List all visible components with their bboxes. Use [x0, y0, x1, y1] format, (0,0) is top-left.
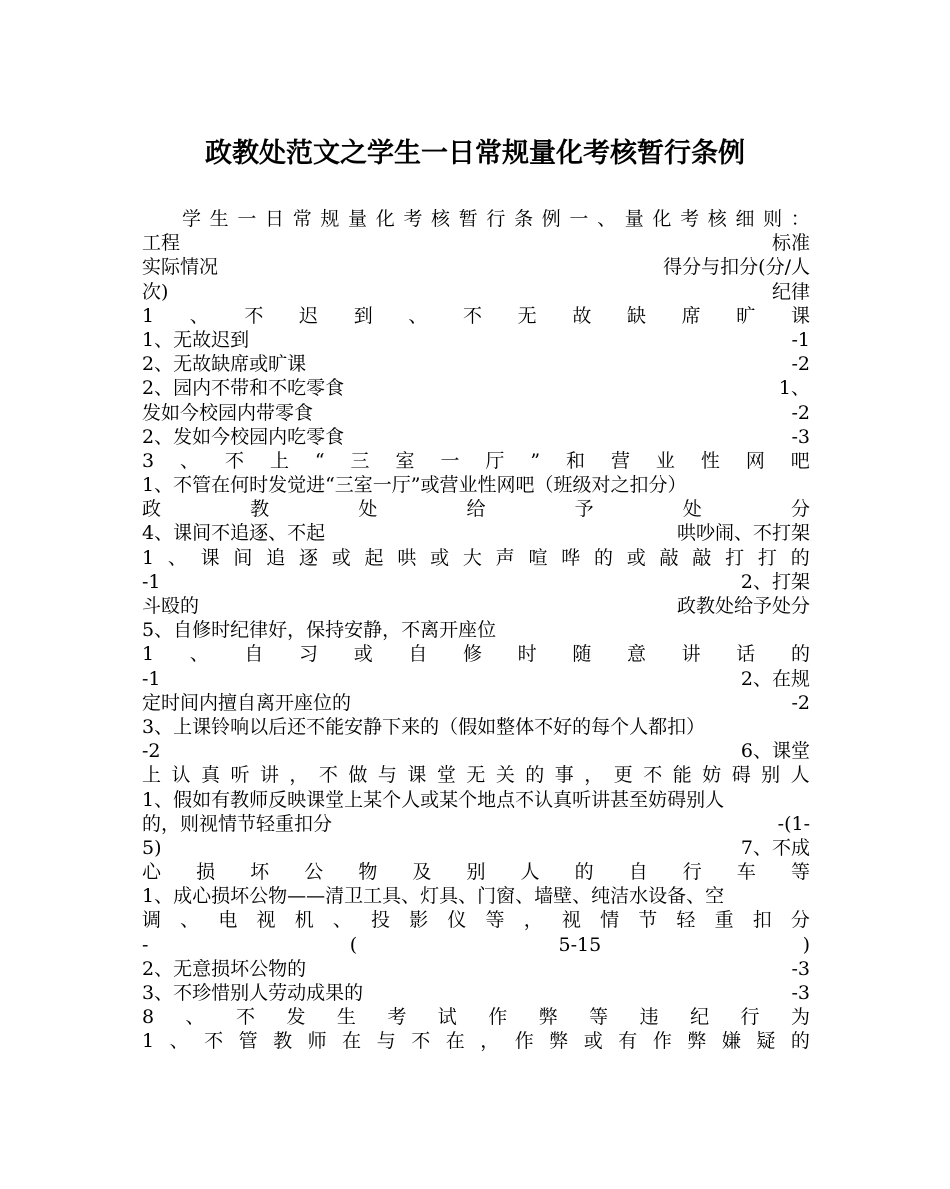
glyph: 习	[299, 643, 319, 666]
glyph: 车	[736, 861, 756, 884]
line-text: 1、假如有教师反映课堂上某个人或某个地点不认真听讲甚至妨碍别人	[142, 788, 725, 811]
glyph: 的	[594, 546, 614, 569]
glyph: 一	[237, 208, 257, 230]
line-text-right: 哄吵闹、不打架	[676, 522, 810, 545]
text-line	[142, 255, 810, 279]
glyph: 或	[331, 546, 351, 569]
glyph: 有	[618, 1030, 638, 1053]
line-text-part: (	[349, 933, 358, 956]
glyph: 哗	[561, 546, 581, 569]
glyph: 弊	[538, 1006, 558, 1029]
glyph: 分	[790, 909, 810, 932]
glyph: 碍	[731, 764, 751, 787]
text-line	[142, 376, 810, 400]
glyph: 或	[430, 546, 450, 569]
glyph: 做	[348, 764, 368, 787]
text-line	[142, 618, 810, 642]
text-line	[142, 715, 810, 739]
line-text-right: 2、打架	[740, 570, 810, 593]
glyph: 妨	[702, 764, 722, 787]
text-line	[142, 812, 810, 836]
line-text-left: 实际情况	[142, 256, 219, 279]
glyph: 更	[613, 764, 633, 787]
glyph: 学	[182, 208, 202, 230]
text-line	[142, 957, 810, 981]
glyph: 室	[395, 449, 415, 472]
glyph: 化	[375, 208, 395, 230]
glyph: 轻	[676, 909, 696, 932]
glyph: 无	[466, 764, 486, 787]
glyph: 自	[244, 643, 264, 666]
glyph: 疑	[756, 1030, 776, 1053]
glyph: 随	[572, 643, 592, 666]
glyph: 1	[142, 643, 155, 666]
glyph: 或	[353, 643, 373, 666]
glyph: 予	[574, 498, 594, 521]
glyph: 的	[790, 1030, 810, 1053]
glyph: 无	[517, 304, 537, 327]
glyph: 心	[142, 861, 162, 884]
text-line	[142, 860, 810, 884]
glyph: 量	[624, 208, 644, 230]
glyph: 敲	[659, 546, 679, 569]
glyph: 为	[790, 1006, 810, 1029]
glyph: 不	[224, 449, 244, 472]
glyph: 听	[230, 764, 250, 787]
glyph: 不	[411, 1030, 431, 1053]
glyph: 话	[736, 643, 756, 666]
line-text	[142, 860, 810, 884]
line-text-right: -3	[791, 425, 810, 448]
glyph: ，	[289, 764, 309, 787]
line-text-left: -1	[142, 570, 161, 593]
line-text-left: 定时间内擅自离开座位的	[142, 691, 352, 714]
glyph: 例	[541, 208, 561, 230]
glyph: 时	[517, 643, 537, 666]
text-line	[142, 884, 810, 908]
glyph: 不	[463, 304, 483, 327]
glyph: 课	[200, 546, 220, 569]
line-text-left: 的，则视情节轻重扣分	[142, 812, 333, 835]
glyph: 作	[514, 1030, 534, 1053]
glyph: 、	[185, 1006, 205, 1029]
glyph: 电	[218, 909, 238, 932]
glyph: 在	[342, 1030, 362, 1053]
line-text-right: -1	[791, 328, 810, 351]
glyph: 处	[682, 498, 702, 521]
glyph: 则	[763, 208, 783, 230]
glyph: 敲	[692, 546, 712, 569]
glyph: ，	[480, 1030, 500, 1053]
glyph: 常	[292, 208, 312, 230]
text-line	[142, 933, 810, 957]
glyph: 关	[495, 764, 515, 787]
glyph: 的	[790, 546, 810, 569]
glyph: 教	[273, 1030, 293, 1053]
glyph: 堂	[436, 764, 456, 787]
line-text: 1、成心损坏公物——清卫工具、灯具、门窗、墙壁、纯洁水设备、空	[142, 885, 725, 908]
glyph: 处	[358, 498, 378, 521]
glyph: 哄	[397, 546, 417, 569]
glyph: 和	[566, 449, 586, 472]
glyph: 、	[180, 449, 200, 472]
glyph: 能	[672, 764, 692, 787]
text-line	[142, 401, 810, 425]
glyph: 别	[761, 764, 781, 787]
glyph: 、	[332, 909, 352, 932]
text-line	[142, 594, 810, 618]
glyph: 的	[525, 764, 545, 787]
glyph: ”	[530, 449, 541, 472]
glyph: 真	[200, 764, 220, 787]
glyph: “	[314, 449, 325, 472]
glyph: 纪	[690, 1006, 710, 1029]
glyph: 扣	[752, 909, 772, 932]
glyph: 迟	[299, 304, 319, 327]
glyph: 与	[376, 1030, 396, 1053]
glyph: 1	[142, 304, 155, 327]
line-text-left: 2、无故缺席或旷课	[142, 353, 307, 376]
glyph: 讲	[681, 643, 701, 666]
glyph: 厅	[485, 449, 505, 472]
glyph: 等	[485, 909, 505, 932]
glyph: 试	[437, 1006, 457, 1029]
line-text: 1、不管在何时发觉进“三室一厅”或营业性网吧（班级对之扣分）	[142, 474, 687, 497]
text-line	[142, 908, 810, 932]
glyph: 性	[700, 449, 720, 472]
line-text	[142, 546, 810, 570]
line-text-left: -2	[142, 740, 161, 763]
glyph: 违	[639, 1006, 659, 1029]
glyph: 、	[189, 304, 209, 327]
glyph: 不	[643, 764, 663, 787]
glyph: 上	[142, 764, 162, 787]
glyph: 等	[790, 861, 810, 884]
line-text-right: 政教处给予处分	[676, 595, 810, 617]
glyph: 量	[348, 208, 368, 230]
glyph: 公	[304, 861, 324, 884]
glyph: 损	[196, 861, 216, 884]
glyph: 3	[142, 449, 155, 472]
glyph: 考	[680, 208, 700, 230]
glyph: 或	[583, 1030, 603, 1053]
text-line	[142, 1005, 810, 1029]
glyph: 及	[412, 861, 432, 884]
text-line	[142, 497, 810, 521]
glyph: 管	[238, 1030, 258, 1053]
glyph: 讲	[259, 764, 279, 787]
line-text-left: 4、课间不追逐、不起	[142, 522, 326, 545]
glyph: 、	[167, 546, 187, 569]
glyph: 不	[244, 304, 264, 327]
line-text-part: )	[802, 933, 810, 956]
text-line	[142, 570, 810, 594]
glyph: 不	[318, 764, 338, 787]
glyph: 情	[600, 909, 620, 932]
line-text-right: 6、课堂	[740, 740, 810, 763]
glyph: 事	[554, 764, 574, 787]
glyph: 等	[589, 1006, 609, 1029]
glyph: 1	[142, 1030, 155, 1053]
line-text	[142, 1005, 810, 1029]
glyph: 不	[235, 1006, 255, 1029]
glyph: 、	[597, 208, 617, 230]
glyph: 追	[266, 546, 286, 569]
glyph: 逐	[298, 546, 318, 569]
glyph: 自	[628, 861, 648, 884]
glyph: 打	[757, 546, 777, 569]
glyph: 一	[440, 449, 460, 472]
glyph: 喧	[528, 546, 548, 569]
text-line	[142, 449, 810, 473]
glyph: 人	[520, 861, 540, 884]
line-text-right: 标准	[771, 232, 810, 255]
text-line	[142, 207, 810, 231]
line-text-left: 2、无意损坏公物的	[142, 957, 307, 980]
text-line	[142, 788, 810, 812]
glyph: 声	[495, 546, 515, 569]
glyph: 认	[171, 764, 191, 787]
glyph: 8	[142, 1006, 155, 1029]
line-text-right: -3	[791, 982, 810, 1004]
line-text-right: 7、不成	[740, 836, 810, 859]
glyph: 一	[569, 208, 589, 230]
glyph: 课	[790, 304, 810, 327]
glyph: 与	[377, 764, 397, 787]
line-text: 5、自修时纪律好，保持安静，不离开座位	[142, 619, 497, 642]
glyph: 吧	[790, 449, 810, 472]
line-text-part: -	[142, 933, 149, 956]
glyph: 投	[371, 909, 391, 932]
text-line	[142, 691, 810, 715]
line-text	[142, 763, 810, 787]
glyph: 间	[233, 546, 253, 569]
glyph: 条	[514, 208, 534, 230]
glyph: 的	[790, 643, 810, 666]
glyph: 政	[142, 498, 162, 521]
text-line	[142, 981, 810, 1005]
line-text-left: -1	[142, 667, 161, 690]
glyph: 重	[714, 909, 734, 932]
glyph: 自	[408, 643, 428, 666]
glyph: 打	[725, 546, 745, 569]
glyph: 课	[407, 764, 427, 787]
line-text	[182, 207, 810, 231]
text-line	[142, 546, 810, 570]
glyph: 营	[610, 449, 630, 472]
glyph: 考	[403, 208, 423, 230]
text-line	[142, 739, 810, 763]
line-text-left: 工程	[142, 232, 181, 255]
text-line	[142, 1029, 810, 1053]
glyph: 行	[682, 861, 702, 884]
glyph: 给	[466, 498, 486, 521]
glyph: 师	[307, 1030, 327, 1053]
glyph: 别	[466, 861, 486, 884]
glyph: 席	[681, 304, 701, 327]
text-line	[142, 328, 810, 352]
glyph: 、	[189, 643, 209, 666]
line-text-left: 2、发如今校园内吃零食	[142, 425, 345, 448]
line-text-left: 2、园内不带和不吃零食	[142, 377, 345, 400]
glyph: 核	[707, 208, 727, 230]
text-line	[142, 231, 810, 255]
glyph: 弊	[549, 1030, 569, 1053]
paragraph-indent	[142, 207, 182, 231]
glyph: 上	[269, 449, 289, 472]
line-text-right: 得分与扣分(分/人	[663, 256, 810, 279]
text-line	[142, 836, 810, 860]
line-text-right: -3	[791, 957, 810, 980]
glyph: 物	[358, 861, 378, 884]
glyph: 到	[353, 304, 373, 327]
glyph: 机	[294, 909, 314, 932]
text-line	[142, 425, 810, 449]
line-text-left: 发如今校园内带零食	[142, 401, 314, 424]
line-text	[142, 642, 810, 666]
glyph: 旷	[736, 304, 756, 327]
glyph: 网	[745, 449, 765, 472]
glyph: 修	[463, 643, 483, 666]
document-body	[142, 207, 810, 1054]
glyph: 行	[486, 208, 506, 230]
line-text-right: -2	[791, 691, 810, 714]
document-title: 政教处范文之学生一日常规量化考核暂行条例	[205, 138, 745, 169]
glyph: 考	[387, 1006, 407, 1029]
glyph: 缺	[626, 304, 646, 327]
line-text	[142, 304, 810, 328]
glyph: 1	[142, 546, 155, 569]
line-text-part: 5-15	[558, 933, 602, 956]
glyph: 故	[572, 304, 592, 327]
glyph: 生	[209, 208, 229, 230]
line-text-left: 3、不珍惜别人劳动成果的	[142, 982, 364, 1004]
glyph: 日	[265, 208, 285, 230]
glyph: ，	[523, 909, 543, 932]
text-line	[142, 352, 810, 376]
line-text	[142, 1029, 810, 1053]
glyph: 规	[320, 208, 340, 230]
glyph: 坏	[250, 861, 270, 884]
glyph: 在	[445, 1030, 465, 1053]
line-text	[142, 449, 810, 473]
glyph: 或	[626, 546, 646, 569]
glyph: 细	[735, 208, 755, 230]
glyph: 起	[364, 546, 384, 569]
glyph: 仪	[447, 909, 467, 932]
line-text-right: 1、	[778, 377, 810, 400]
glyph: 化	[652, 208, 672, 230]
line-text-right: 2、在规	[740, 667, 810, 690]
text-line	[142, 642, 810, 666]
glyph: 意	[626, 643, 646, 666]
glyph: 生	[336, 1006, 356, 1029]
glyph: 人	[790, 764, 810, 787]
text-line	[142, 304, 810, 328]
text-line	[142, 473, 810, 497]
glyph: 分	[790, 498, 810, 521]
glyph: 作	[488, 1006, 508, 1029]
glyph: 核	[431, 208, 451, 230]
line-text-left: 次)	[142, 280, 169, 303]
line-text-right: -(1-	[777, 812, 810, 835]
glyph: 暂	[458, 208, 478, 230]
glyph: 发	[286, 1006, 306, 1029]
line-text-right: -2	[791, 353, 810, 376]
glyph: 作	[652, 1030, 672, 1053]
glyph: ：	[790, 208, 810, 230]
line-text-left: 斗殴的	[142, 595, 200, 617]
text-line	[142, 667, 810, 691]
line-text-right: -2	[791, 401, 810, 424]
glyph: ，	[584, 764, 604, 787]
line-text: 3、上课铃响以后还不能安静下来的（假如整体不好的每个人都扣）	[142, 715, 706, 738]
glyph: 的	[574, 861, 594, 884]
text-line	[142, 521, 810, 545]
glyph: 行	[740, 1006, 760, 1029]
line-text	[142, 497, 810, 521]
line-text-left: 1、无故迟到	[142, 328, 250, 351]
glyph: 、	[169, 1030, 189, 1053]
text-line	[142, 763, 810, 787]
glyph: 调	[142, 909, 162, 932]
line-text-right: 纪律	[771, 280, 810, 303]
text-line	[142, 280, 810, 304]
glyph: 大	[462, 546, 482, 569]
glyph: 教	[250, 498, 270, 521]
glyph: 嫌	[721, 1030, 741, 1053]
glyph: 影	[409, 909, 429, 932]
glyph: 不	[204, 1030, 224, 1053]
glyph: 、	[180, 909, 200, 932]
line-text-left: 5)	[142, 836, 162, 859]
glyph: 弊	[687, 1030, 707, 1053]
glyph: 视	[256, 909, 276, 932]
glyph: 三	[350, 449, 370, 472]
glyph: 、	[408, 304, 428, 327]
line-text	[142, 908, 810, 932]
glyph: 视	[561, 909, 581, 932]
glyph: 节	[638, 909, 658, 932]
glyph: 业	[655, 449, 675, 472]
